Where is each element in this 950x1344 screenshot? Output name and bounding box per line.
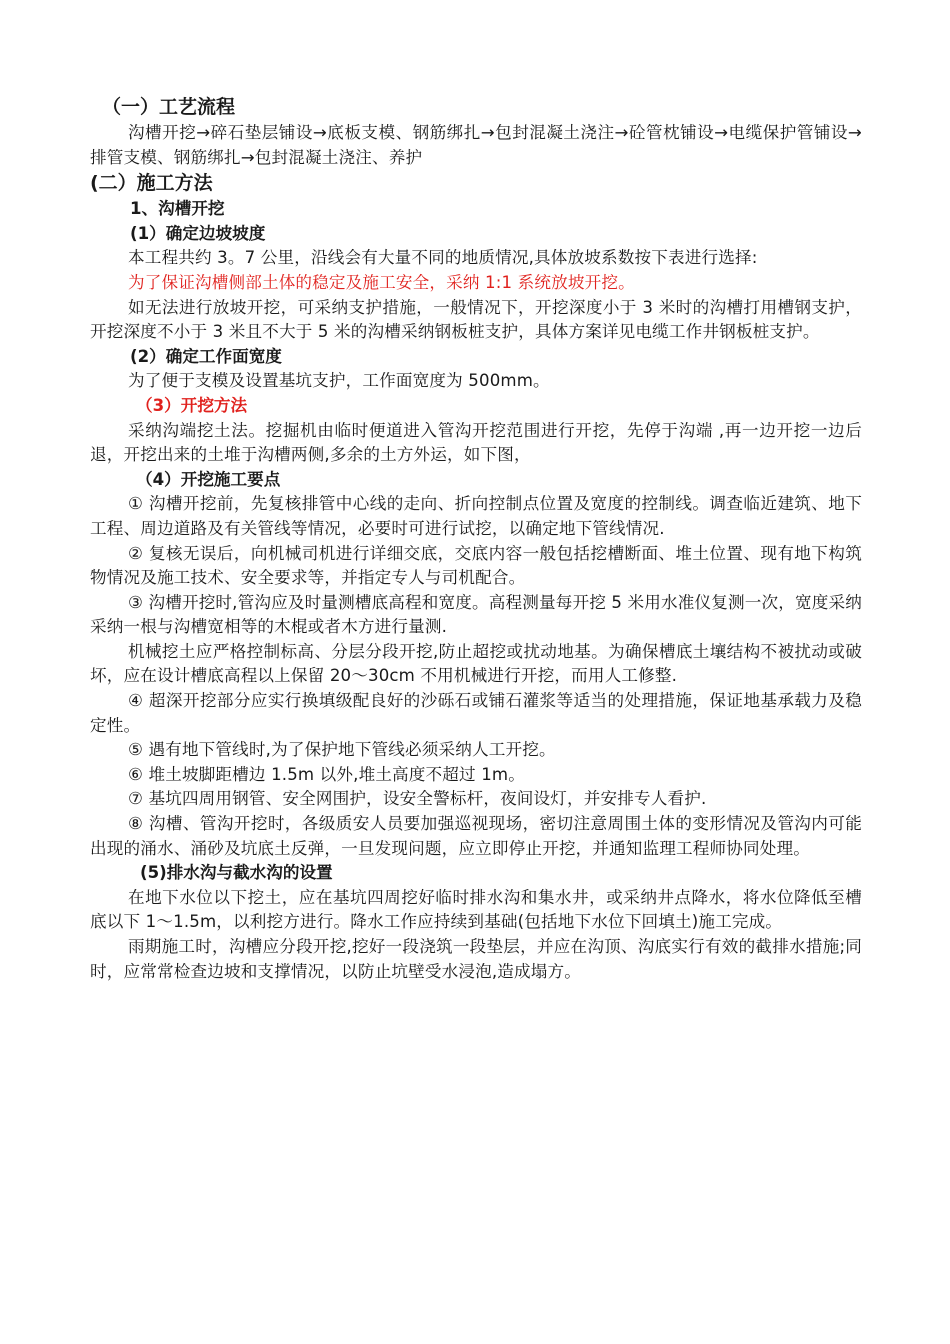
section-2-title: (二）施工方法 xyxy=(90,172,213,195)
point-1-paragraph: ① 沟槽开挖前，先复核排管中心线的走向、折向控制点位置及宽度的控制线。调查临近建筑、地下工程、周边道路及有关管线等情况，必要时可进行试挖，以确定地下管线情况. xyxy=(90,494,862,538)
document-body xyxy=(90,94,862,984)
point-5-paragraph: ⑤ 遇有地下管线时,为了保护地下管线必须采纳人工开挖。 xyxy=(128,740,556,760)
section-1-title: （一）工艺流程 xyxy=(102,96,236,118)
slope-paragraph-2-highlight: 为了保证沟槽侧部土体的稳定及施工安全，采纳 1:1 系统放坡开挖。 xyxy=(128,272,635,292)
drainage-paragraph-1: 在地下水位以下挖土，应在基坑四周挖好临时排水沟和集水井，或采纳井点降水，将水位降低至槽底以下 1～1.5m，以利挖方进行。降水工作应持续到基础(包括地下水位下回填土)施工完成。 xyxy=(90,887,862,932)
slope-title: (1）确定边坡坡度 xyxy=(130,223,266,243)
drainage-paragraph-2: 雨期施工时，沟槽应分段开挖,挖好一段浇筑一段垫层，并应在沟顶、沟底实行有效的截排水措施;同时，应常常检查边坡和支撑情况，以防止坑壁受水浸泡,造成塌方。 xyxy=(90,937,862,981)
point-4-paragraph: ④ 超深开挖部分应实行换填级配良好的沙砾石或铺石灌浆等适当的处理措施，保证地基承载力及稳定性。 xyxy=(90,691,862,735)
point-6-paragraph: ⑥ 堆土坡脚距槽边 1.5m 以外,堆土高度不超过 1m。 xyxy=(128,764,525,784)
excavation-method-title: （3）开挖方法 xyxy=(136,395,248,415)
slope-paragraph-3: 如无法进行放坡开挖，可采纳支护措施，一般情况下，开挖深度小于 3 米时的沟槽打用槽钢支护，开挖深度不小于 3 米且不大于 5 米的沟槽采纳钢板桩支护，具体方案详见电缆工作井钢板桩支护。 xyxy=(90,297,862,342)
excavation-method-paragraph: 采纳沟端挖土法。挖掘机由临时便道进入管沟开挖范围进行开挖，先停于沟端 ,再一边开挖一边后退，开挖出来的土堆于沟槽两侧,多余的土方外运，如下图， xyxy=(90,420,862,465)
excavation-points-title: （4）开挖施工要点 xyxy=(136,469,281,489)
drainage-title: (5)排水沟与截水沟的设置 xyxy=(140,863,333,883)
mechanical-excavation-paragraph: 机械挖土应严格控制标高、分层分段开挖,防止超挖或扰动地基。为确保槽底土壤结构不被扰动或破坏，应在设计槽底高程以上保留 20～30cm 不用机械进行开挖，而用人工修整. xyxy=(90,641,862,686)
point-2-paragraph: ② 复核无误后，向机械司机进行详细交底，交底内容一般包括挖槽断面、堆土位置、现有地下构筑物情况及施工技术、安全要求等，并指定专人与司机配合。 xyxy=(90,543,862,588)
point-3-paragraph: ③ 沟槽开挖时,管沟应及时量测槽底高程和宽度。高程测量每开挖 5 米用水准仪复测一次，宽度采纳采纳一根与沟槽宽相等的木棍或者木方进行量测. xyxy=(90,592,862,637)
point-8-paragraph: ⑧ 沟槽、管沟开挖时，各级质安人员要加强巡视现场，密切注意周围土体的变形情况及管沟内可能出现的涌水、涌砂及坑底土反弹，一旦发现问题，应立即停止开挖，并通知监理工程师协同处理。 xyxy=(90,814,862,858)
work-width-paragraph: 为了便于支模及设置基坑支护，工作面宽度为 500mm。 xyxy=(128,371,550,391)
process-flow-paragraph: 沟槽开挖→碎石垫层铺设→底板支模、钢筋绑扎→包封混凝土浇注→砼管枕铺设→电缆保护管铺设→排管支模、钢筋绑扎→包封混凝土浇注、养护 xyxy=(90,123,862,167)
subsection-trench-excavation-title: 1、沟槽开挖 xyxy=(130,199,225,219)
point-7-paragraph: ⑦ 基坑四周用钢管、安全网围护，设安全警标杆，夜间设灯，并安排专人看护. xyxy=(128,789,707,809)
work-width-title: (2）确定工作面宽度 xyxy=(130,346,282,366)
slope-paragraph-1: 本工程共约 3。7 公里，沿线会有大量不同的地质情况,具体放坡系数按下表进行选择: xyxy=(128,248,758,268)
